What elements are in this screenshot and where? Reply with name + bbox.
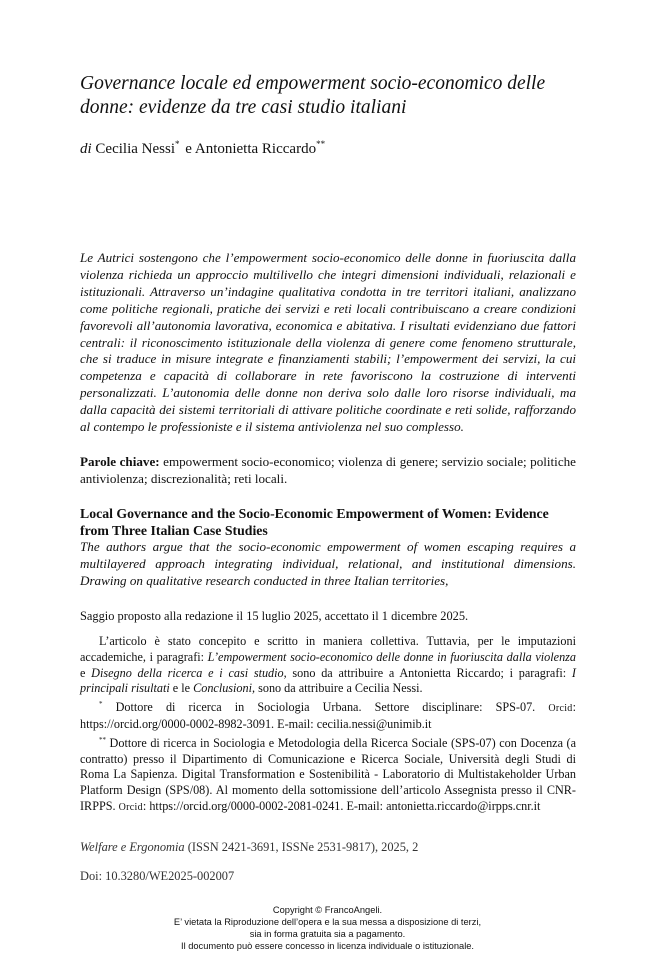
footnote-author-1: * Dottore di ricerca in Sociologia Urbana. Settore disciplinare: SPS-07. Orcid: https://orcid.org/0000-0002-8982-3091. E-mail: cecilia.nessi@unimib.it	[80, 700, 576, 731]
author-mark-2: **	[316, 139, 326, 149]
article-title: Governance locale ed empowerment socio-economico delle donne: evidenze da tre casi studio italiani	[80, 73, 546, 118]
journal-name: Welfare e Ergonomia	[80, 840, 185, 854]
author-conjunction: e	[185, 141, 192, 157]
author-name-1: Cecilia Nessi	[95, 141, 175, 157]
author-line	[80, 139, 327, 158]
abstract-english: The authors argue that the socio-economic empowerment of women escaping requires a multilayered approach integrating individual, relational, and institutional dimensions. Drawing on qualitative research conducted in three Italian territories,	[80, 539, 576, 588]
doi: Doi: 10.3280/WE2025-002007	[80, 869, 235, 883]
author-name-2: Antonietta Riccardo	[194, 141, 317, 157]
footnote-author-2: ** Dottore di ricerca in Sociologia e Metodologia della Ricerca Sociale (SPS-07) con Docenza (a contratto) presso il Dipartimento di Comunicazione e Ricerca Sociale, Università degli Studi di Roma La Sapienza. Digital Transformation e Sostenibilità - Laboratorio di Multistakeholder Urban Platform Design (SPS/08). Al momento della sottomissione dell’articolo Assegnista presso il CNR-IRPPS. Orcid: https://orcid.org/0000-0002-2081-0241. E-mail: antonietta.riccardo@irpps.cnr.it	[80, 735, 576, 813]
copyright-notice	[80, 904, 575, 952]
author-prefix: di	[80, 141, 92, 157]
abstract-italian: Le Autrici sostengono che l’empowerment socio-economico delle donne in fuoriuscita dalla violenza richieda un approccio multilivello che integri dimensioni individuali, relazionali e istituzionali. Attraverso un’indagine qualitativa condotta in tre territori italiani, analizzano come politiche regionali, pratiche dei servizi e reti locali contribuiscano a creare condizioni favorevoli all’autonomia lavorativa, economica e abitativa. I risultati evidenziano due fattori centrali: il riconoscimento istituzionale della violenza di genere come fenomeno strutturale, che si traduce in misure integrate e finanziamenti stabili; l’empowerment dei servizi, la cui competenza e capacità di collaborare in rete favoriscono la costruzione di interventi personalizzati. L’autonomia delle donne non deriva solo dalle loro risorse individuali, ma dalla capacità dei sistemi territoriali di attivare politiche coordinate e reti solide, rafforzando al contempo le professioniste e il sistema antiviolenza nel suo complesso.	[80, 250, 576, 435]
keywords	[80, 454, 576, 488]
copyright-line: Il documento può essere concesso in licenza individuale o istituzionale.	[180, 941, 475, 951]
copyright-line: E’ vietata la Riproduzione dell’opera e la sua messa a disposizione di terzi,	[173, 917, 482, 927]
submission-dates: Saggio proposto alla redazione il 15 luglio 2025, accettato il 1 dicembre 2025.	[80, 609, 469, 623]
copyright-line: Copyright © FrancoAngeli.	[272, 905, 383, 915]
journal-citation	[80, 840, 418, 855]
contribution-note: L’articolo è stato concepito e scritto in maniera collettiva. Tuttavia, per le imputazioni accademiche, i paragrafi: L’empowerment socio-economico delle donne in fuoriuscita dalla violenza e Disegno della ricerca e i casi studio, sono da attribuire a Antonietta Riccardo; i paragrafi: I principali risultati e le Conclusioni, sono da attribuire a Cecilia Nessi.	[80, 634, 576, 696]
copyright-line: sia in forma gratuita sia a pagamento.	[249, 929, 406, 939]
keywords-label: Parole chiave:	[80, 454, 160, 469]
journal-details: (ISSN 2421-3691, ISSNe 2531-9817), 2025, 2	[184, 840, 419, 854]
keywords-text: empowerment socio-economico; violenza di genere; servizio sociale; politiche antiviolenza; discrezionalità; reti locali.	[80, 454, 576, 486]
english-title: Local Governance and the Socio-Economic Empowerment of Women: Evidence from Three Italian Case Studies	[80, 506, 549, 538]
footnotes	[80, 634, 576, 816]
author-mark-1: *	[175, 139, 180, 149]
